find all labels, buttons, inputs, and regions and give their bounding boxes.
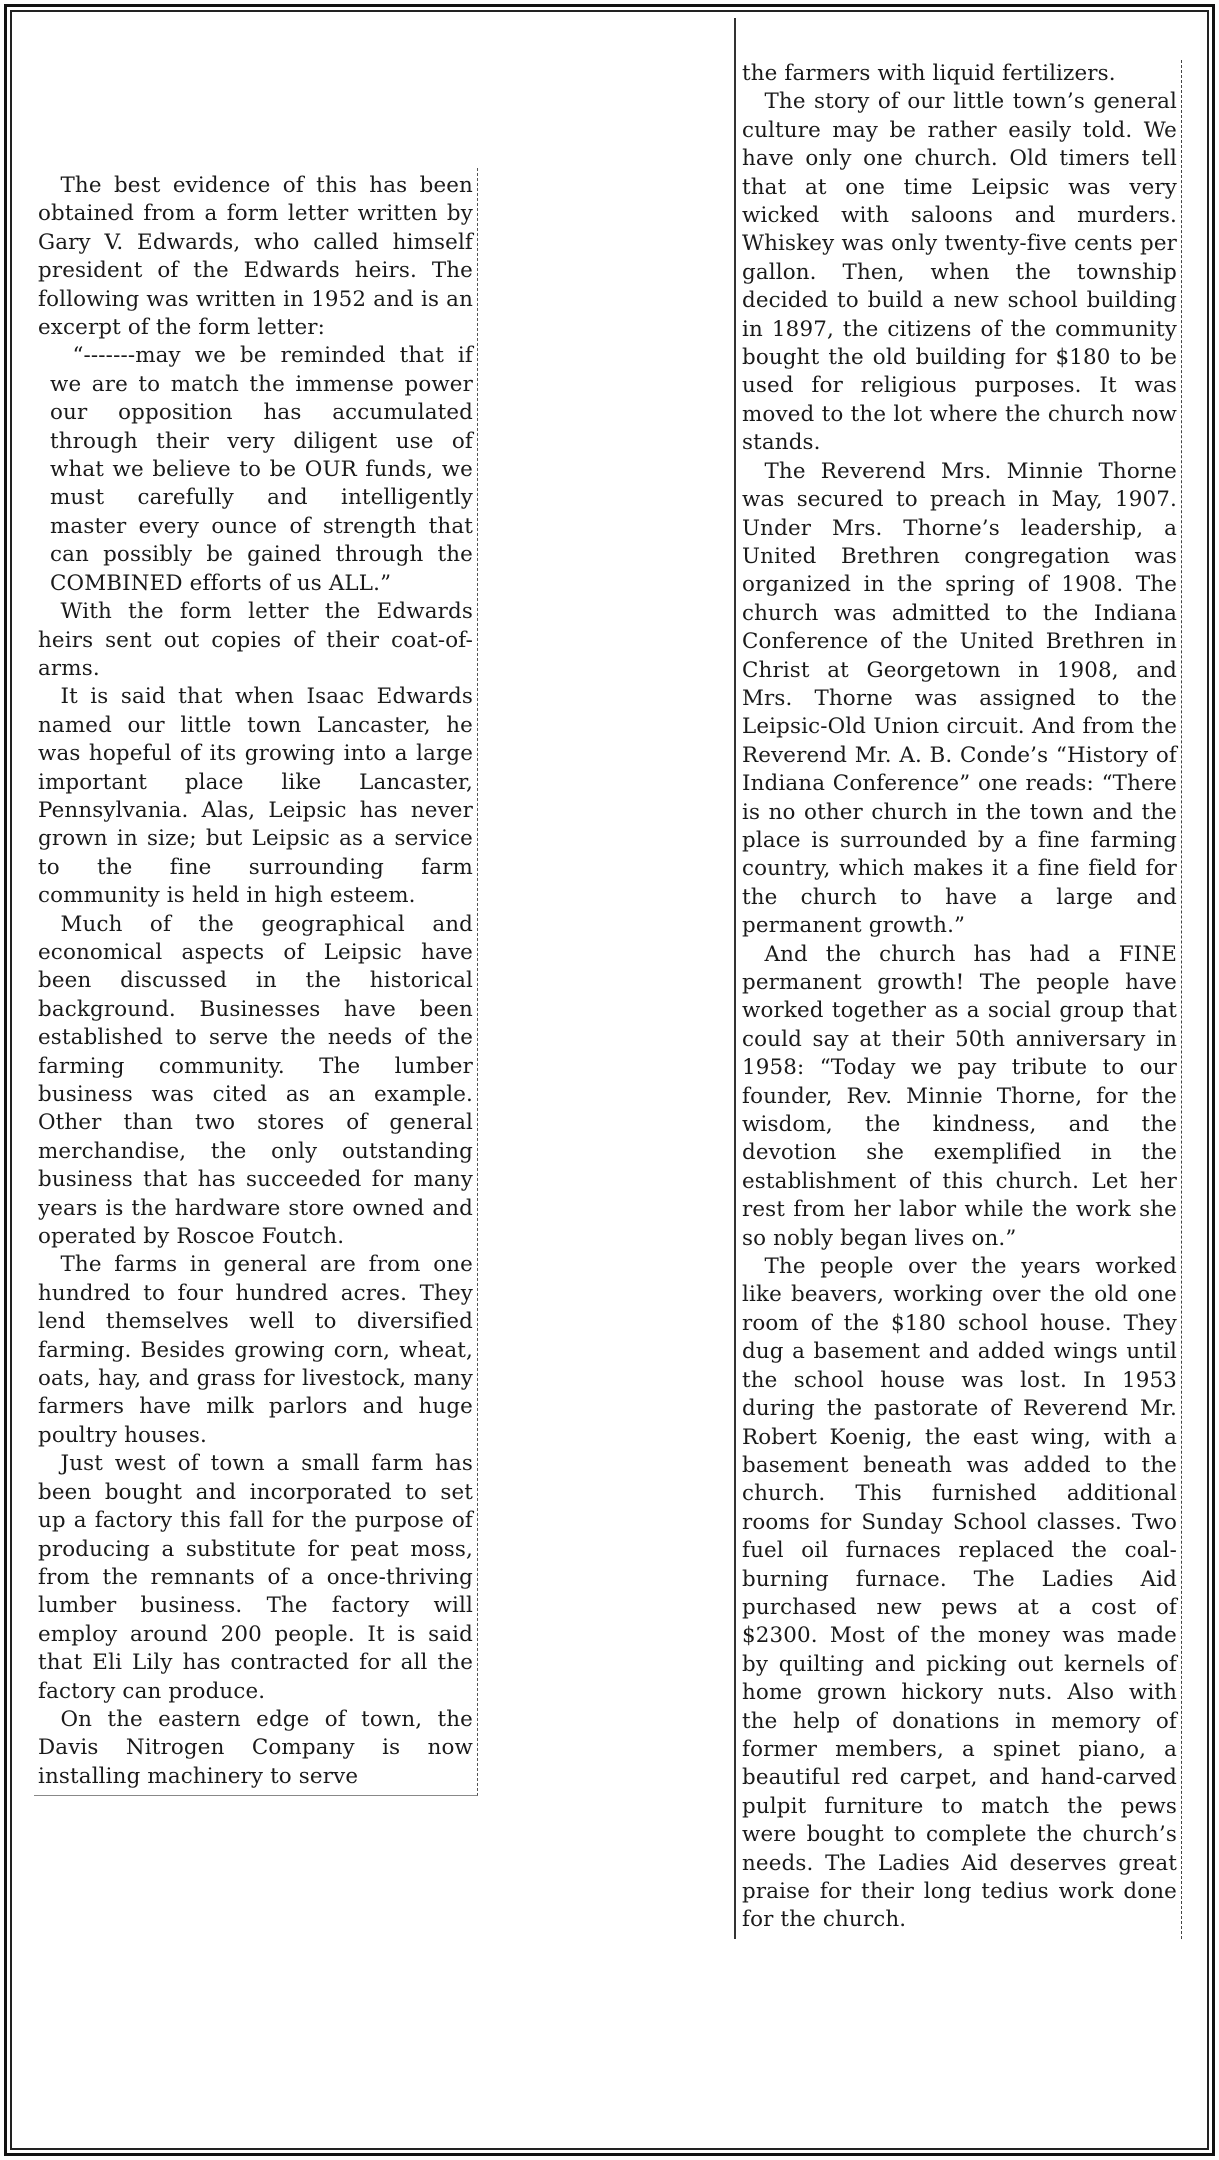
paragraph-church-improvements: The people over the years worked like beavers, working over the old one room of the $180 school house. They dug a basement and added wings until the school house was lost. In 1953 during the pastorate of Reverend Mr. Robert Koenig, the east wing, with a basement beneath was added to the church. This furnished additional rooms for Sunday School classes. Two fuel oil furnaces replaced the coal-burning furnace. The Ladies Aid purchased new pews at a cost of $2300. Most of the money was made by quilting and picking out kernels of home grown hickory nuts. Also with the help of donations in memory of former members, a spinet piano, a beautiful red carpet, and hand-carved pulpit furniture to match the pews were bought to complete the church’s needs. The Ladies Aid deserves great praise for their long tedius work done for the church. [742, 1254, 1177, 1933]
paragraph-fertilizers: the farmers with liquid fertilizers. [742, 61, 1116, 86]
paragraph-minnie-thorne: The Reverend Mrs. Minnie Thorne was secured to preach in May, 1907. Under Mrs. Thorne’s leadership, a United Brethren congregation was organized in the spring of 1908. The church was admitted to the Indiana Conference of the United Brethren in Christ at Georgetown in 1908, and Mrs. Thorne was assigned to the Leipsic-Old Union circuit. And from the Reverend Mr. A. B. Conde’s “History of Indiana Conference” one reads: “There is no other church in the town and the place is surrounded by a fine farming country, which makes it a fine field for the church to have a large and permanent growth.” [742, 458, 1177, 939]
right-newspaper-column [734, 60, 1182, 1939]
paragraph-town-naming: It is said that when Isaac Edwards named our little town Lancaster, he was hopeful of its growing into a large important place like Lancaster, Pennsylvania. Alas, Leipsic has never grown in size; but Leipsic as a service to the fine surrounding farm community is held in high esteem. [38, 684, 473, 909]
paragraph-nitrogen-company: On the eastern edge of town, the Davis Nitrogen Company is now installing machinery to serve [38, 1706, 473, 1789]
paragraph-evidence: The best evidence of this has been obtained from a form letter written by Gary V. Edwards, who called himself president of the Edwards heirs. The following was written in 1952 and is an excerpt of the form letter: [38, 173, 473, 341]
left-newspaper-column [34, 168, 478, 1796]
paragraph-fine-growth: And the church has had a FINE permanent growth! The people have worked together as a social group that could say at their 50th anniversary in 1958: “Today we pay tribute to our founder, Rev. Minnie Thorne, for the wisdom, the kindness, and the devotion she exemplified in the establishment of this church. Let her rest from her labor while the work she so nobly began lives on.” [742, 941, 1177, 1251]
paragraph-factory: Just west of town a small farm has been bought and incorporated to set up a factory this fall for the purpose of producing a substitute for peat moss, from the remnants of a once-thriving lumber business. The factory will employ around 200 people. It is said that Eli Lily has contracted for all the factory can produce. [38, 1451, 473, 1704]
right-column-clip-edge [734, 18, 1184, 60]
paragraph-farms: The farms in general are from one hundred to four hundred acres. They lend themselves well to diversified farming. Besides growing corn, wheat, oats, hay, and grass for livestock, many farmers have milk parlors and huge poultry houses. [38, 1252, 473, 1448]
paragraph-church-history: The story of our little town’s general culture may be rather easily told. We have only one church. Old timers tell that at one time Leipsic was very wicked with saloons and murders. Whiskey was only twenty-five cents per gallon. Then, when the township decided to build a new school building in 1897, the citizens of the community bought the old building for $180 to be used for religious purposes. It was moved to the lot where the church now stands. [742, 89, 1177, 456]
paragraph-coat-of-arms: With the form letter the Edwards heirs sent out copies of their coat-of-arms. [38, 599, 473, 681]
paragraph-geography-economy: Much of the geographical and economical aspects of Leipsic have been discussed in the historical background. Businesses have been established to serve the needs of the farming community. The lumber business was cited as an example. Other than two stores of general merchandise, the only outstanding business that has succeeded for many years is the hardware store owned and operated by Roscoe Foutch. [38, 911, 473, 1250]
form-letter-quote: “-------may we be reminded that if we are to match the immense power our opposition has accumulated through their very diligent use of what we believe to be OUR funds, we must carefully and intelligently master every ounce of strength that can possibly be gained through the COMBINED efforts of us ALL.” [50, 343, 473, 596]
